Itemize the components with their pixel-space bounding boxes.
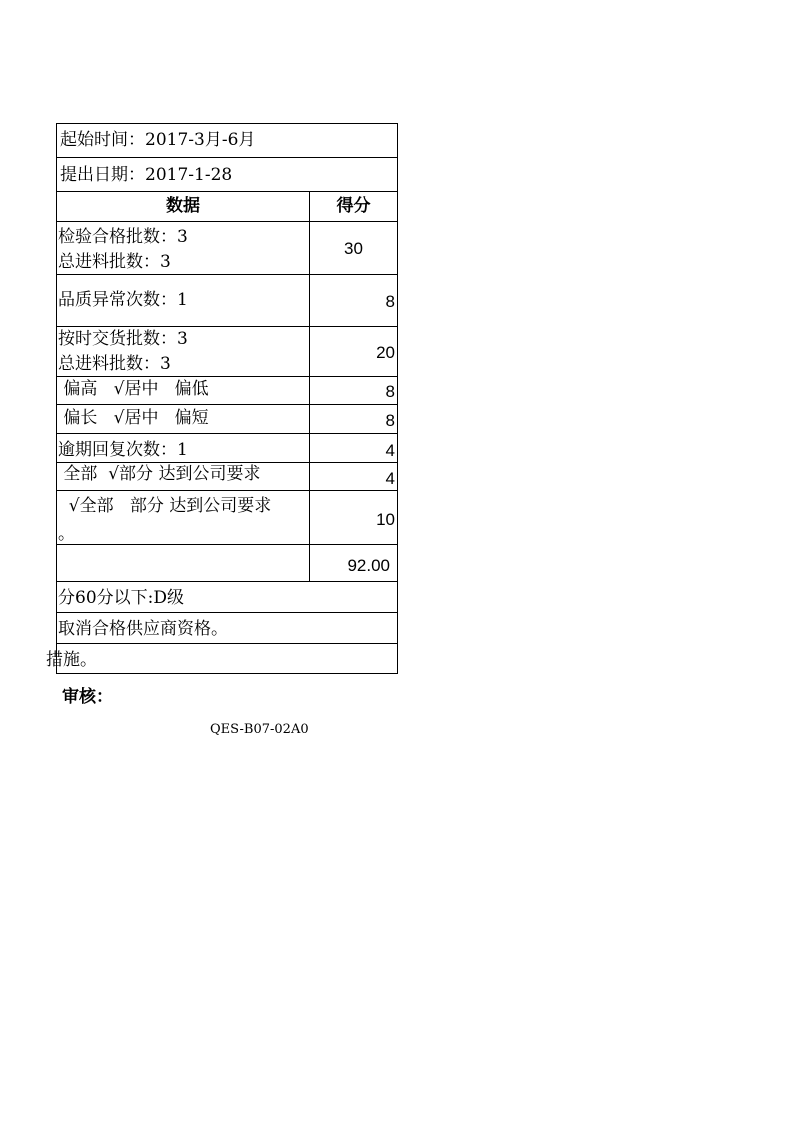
- grade-note: 分60分以下:D级: [58, 588, 184, 608]
- row-score: 20: [376, 343, 395, 362]
- row-line: [56, 433, 398, 434]
- review-label: 审核：: [62, 687, 113, 707]
- row-score: 8: [385, 292, 395, 311]
- row-data-line1: √全部 部分 达到公司要求: [58, 496, 272, 516]
- row-score: 10: [376, 510, 395, 529]
- row-line: [56, 673, 398, 674]
- document-code: QES-B07-02A0: [210, 722, 309, 737]
- row-data-line1: 逾期回复次数：1: [58, 440, 188, 460]
- row-data-line1: 全部 √部分 达到公司要求: [58, 464, 261, 484]
- row-data-line2: 。: [58, 524, 75, 544]
- column-header-score: 得分: [336, 196, 371, 216]
- row-line: [56, 404, 398, 405]
- row-score: 30: [344, 239, 363, 258]
- row-line: [56, 612, 398, 613]
- row-data-line2: 总进料批数：3: [58, 354, 171, 374]
- row-line: [56, 643, 398, 644]
- row-data-line1: 偏高 √居中 偏低: [58, 379, 209, 399]
- row-line: [56, 123, 398, 124]
- row-line: [56, 274, 398, 275]
- submit-date: 提出日期：2017-1-28: [60, 165, 233, 185]
- total-score: 92.00: [347, 556, 390, 575]
- row-score: 8: [385, 411, 395, 430]
- row-line: [56, 191, 398, 192]
- row-line: [56, 544, 398, 545]
- disqualify-note: 取消合格供应商资格。: [58, 619, 228, 639]
- row-data-line1: 偏长 √居中 偏短: [58, 408, 209, 428]
- row-line: [56, 581, 398, 582]
- row-data-line2: 总进料批数：3: [58, 252, 171, 272]
- row-line: [56, 221, 398, 222]
- row-line: [56, 157, 398, 158]
- row-data-line1: 按时交货批数：3: [58, 329, 188, 349]
- column-header-data: 数据: [166, 196, 200, 216]
- measure-note: 措施。: [46, 650, 97, 670]
- row-score: 4: [385, 469, 395, 488]
- start-time: 起始时间：2017-3月-6月: [60, 130, 256, 150]
- row-data-line1: 品质异常次数：1: [58, 290, 188, 310]
- row-data-line1: 检验合格批数：3: [58, 227, 188, 247]
- row-score: 8: [385, 382, 395, 401]
- table-right-border: [397, 123, 398, 674]
- row-score: 4: [385, 441, 395, 460]
